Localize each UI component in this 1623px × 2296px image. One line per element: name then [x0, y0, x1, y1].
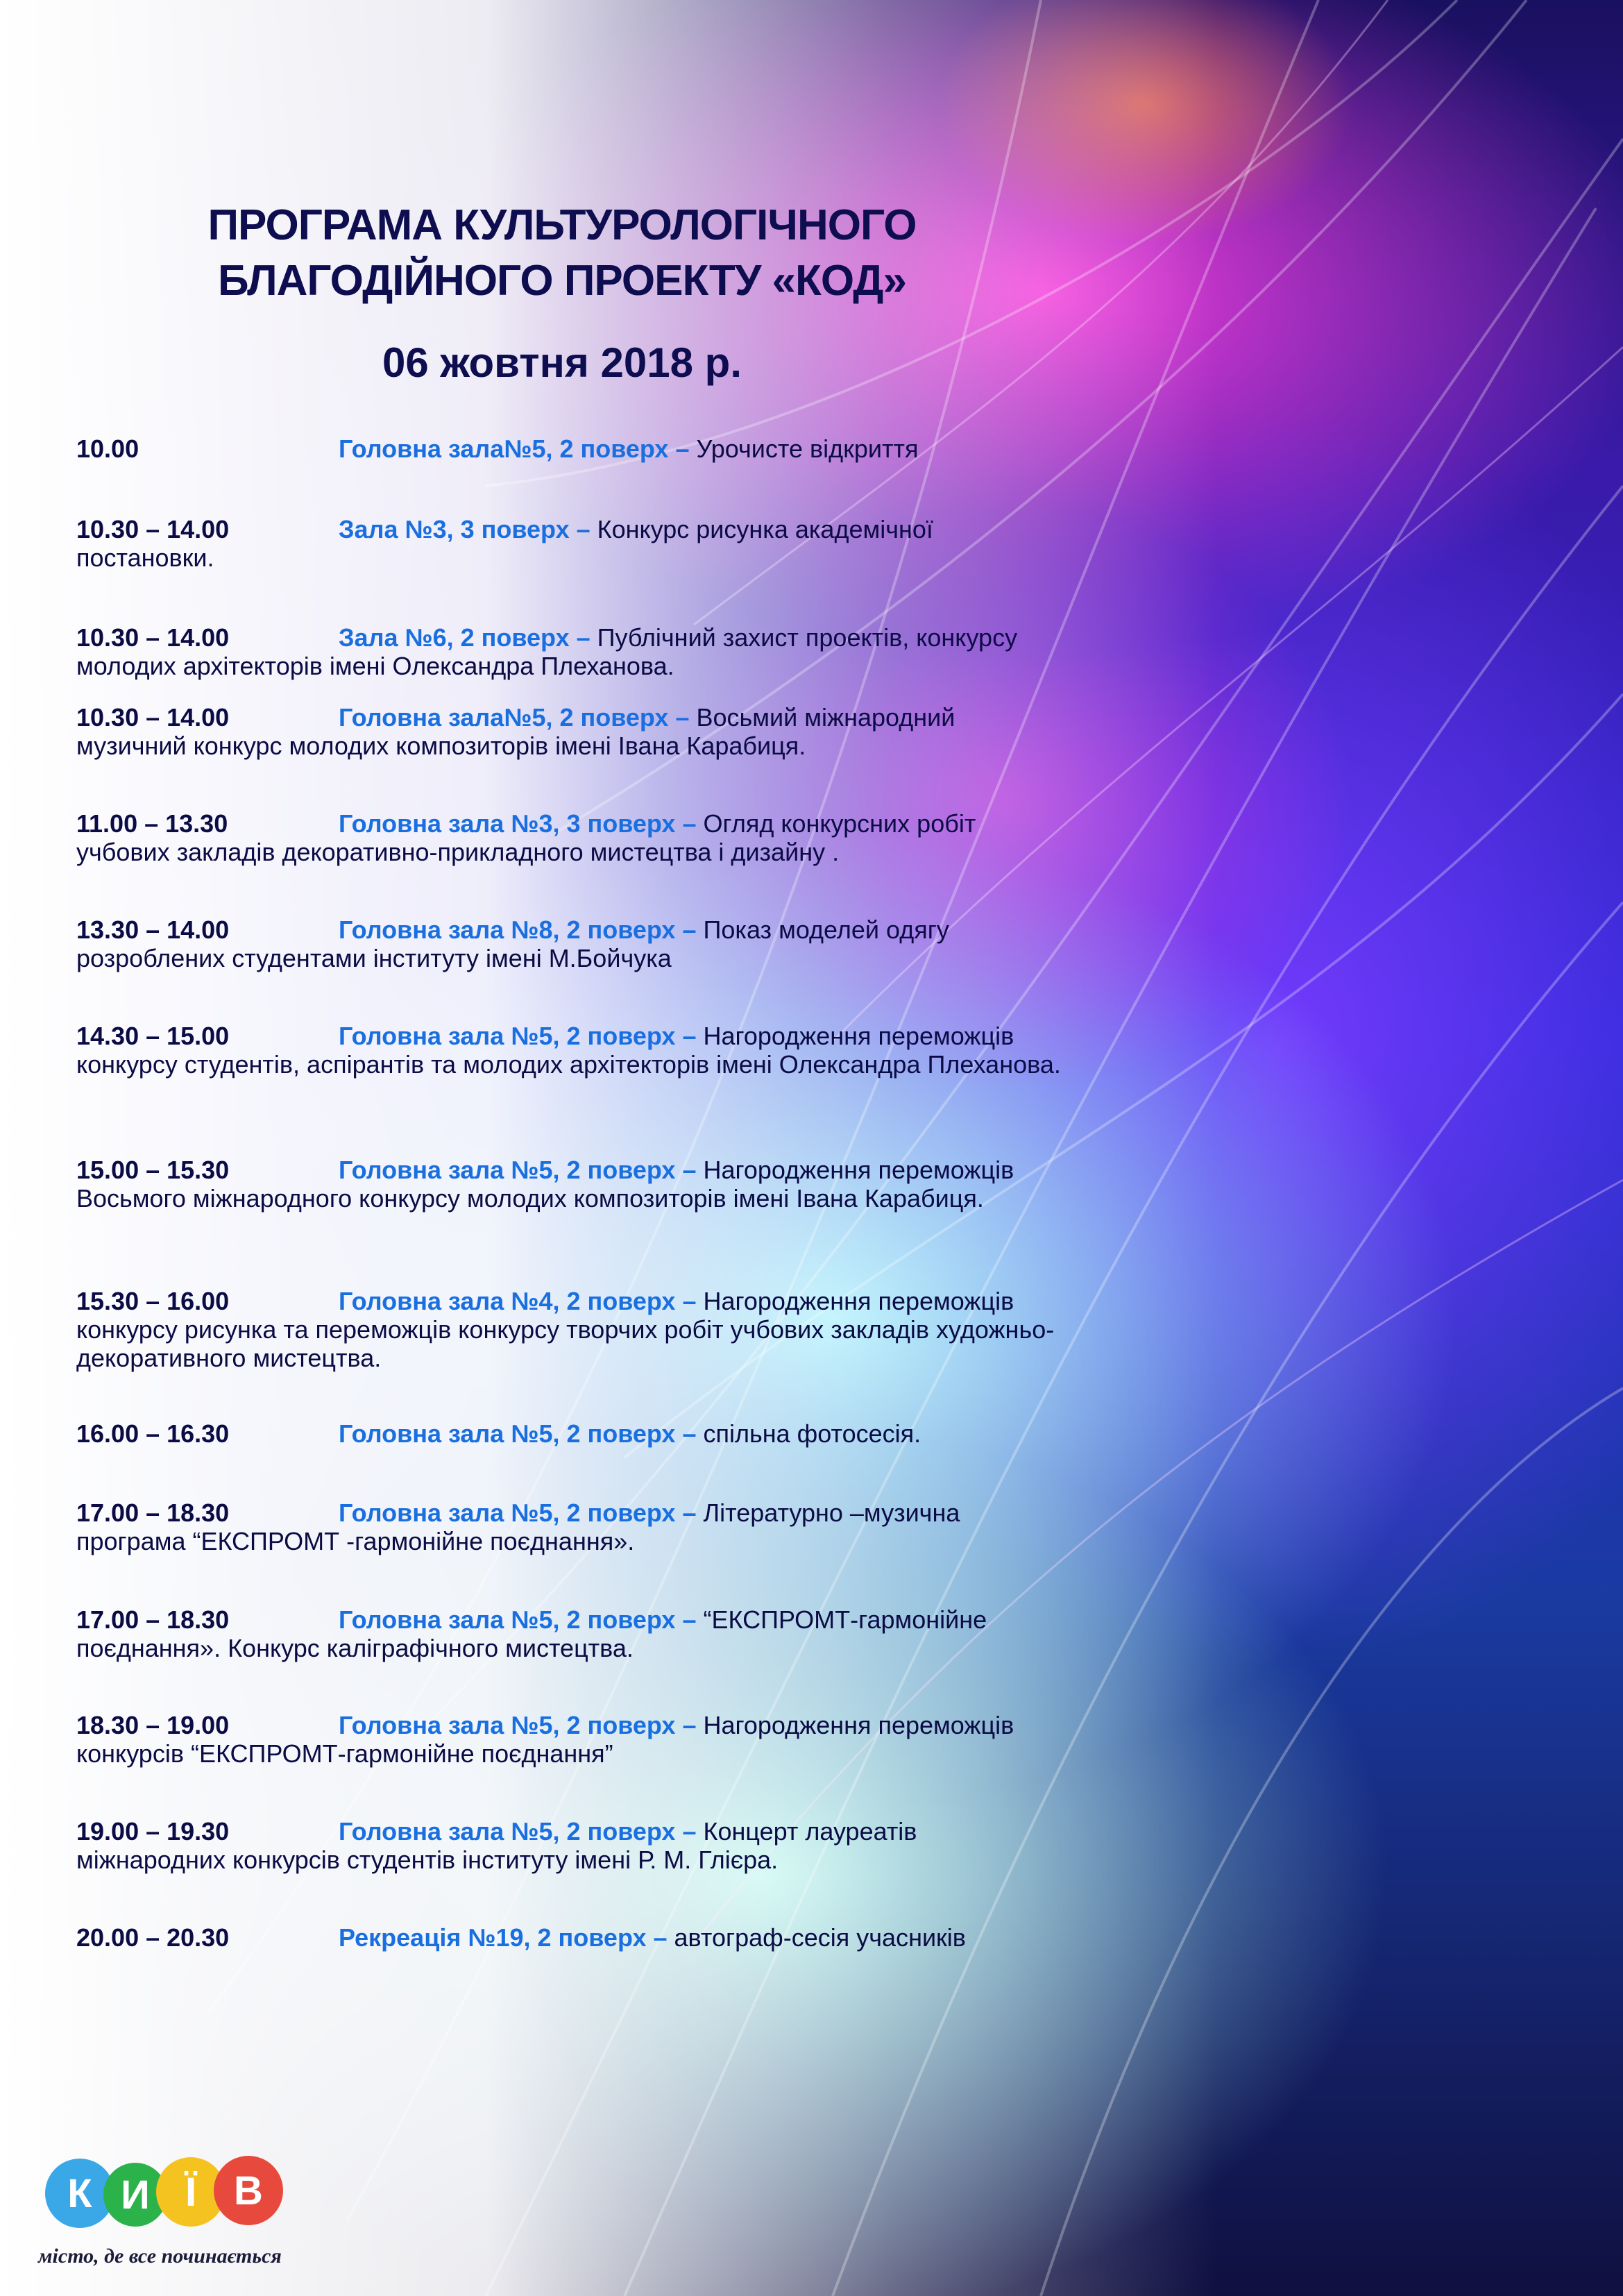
event-item [76, 1817, 1062, 1874]
event-date: 06 жовтня 2018 р. [382, 339, 742, 386]
event-item [76, 703, 1062, 760]
event-item [76, 434, 1062, 463]
event-item [76, 1156, 1062, 1213]
event-item [76, 1711, 1062, 1768]
title-line-2: БЛАГОДІЙНОГО ПРОЕКТУ «КОД» [218, 257, 906, 305]
event-time: 18.30 – 19.00 [76, 1711, 230, 1739]
event-description: Нагородження переможців конкурсів “ЕКСПРОМТ-гармонійне поєднання” [76, 1711, 1014, 1768]
event-item [76, 515, 1062, 572]
event-time: 10.00 [76, 434, 139, 463]
event-item [76, 809, 1062, 866]
event-time: 20.00 – 20.30 [76, 1923, 230, 1952]
event-time: 10.30 – 14.00 [76, 703, 230, 732]
event-item [76, 1022, 1062, 1079]
event-place: Головна зала №3, 3 поверх – [339, 809, 697, 838]
event-place: Головна зала №5, 2 поверх – [339, 1711, 697, 1739]
logo-slogan: місто, де все починається [38, 2245, 282, 2268]
event-description: Публічний захист проектів, конкурсу молодих архітекторів імені Олександра Плеханова. [76, 623, 1018, 680]
event-place: Головна зала №5, 2 поверх – [339, 1605, 697, 1634]
event-place: Головна зала №5, 2 поверх – [339, 1156, 697, 1184]
logo-letter: И [121, 2172, 150, 2218]
logo-letter: Ї [185, 2170, 197, 2215]
event-description: Восьмий міжнародний музичний конкурс молодих композиторів імені Івана Карабиця. [76, 703, 955, 760]
event-description: Огляд конкурсних робіт учбових закладів декоративно-прикладного мистецтва і дизайну . [76, 809, 976, 866]
heading [111, 198, 1013, 391]
event-place: Головна зала №8, 2 поверх – [339, 915, 697, 944]
event-place: Зала №3, 3 поверх – [339, 515, 590, 543]
event-item [76, 1499, 1062, 1555]
title-line-1: ПРОГРАМА КУЛЬТУРОЛОГІЧНОГО [207, 201, 917, 249]
event-time: 13.30 – 14.00 [76, 915, 230, 944]
event-item [76, 1605, 1062, 1662]
event-description: Нагородження переможців Восьмого міжнародного конкурсу молодих композиторів імені Івана Карабиця. [76, 1156, 1014, 1213]
event-time: 14.30 – 15.00 [76, 1022, 230, 1050]
event-time: 15.30 – 16.00 [76, 1287, 230, 1315]
logo-letter: К [67, 2171, 92, 2216]
event-time: 16.00 – 16.30 [76, 1419, 230, 1448]
event-place: Головна зала№5, 2 поверх – [339, 703, 690, 732]
event-time: 19.00 – 19.30 [76, 1817, 230, 1846]
event-place: Головна зала №5, 2 поверх – [339, 1499, 697, 1527]
event-place: Рекреація №19, 2 поверх – [339, 1923, 668, 1952]
event-item [76, 915, 1062, 972]
event-item [76, 1287, 1062, 1372]
event-time: 17.00 – 18.30 [76, 1605, 230, 1634]
event-place: Зала №6, 2 поверх – [339, 623, 590, 652]
event-time: 10.30 – 14.00 [76, 623, 230, 652]
event-description: Літературно –музична програма “ЕКСПРОМТ -гармонійне поєднання». [76, 1499, 960, 1555]
event-time: 11.00 – 13.30 [76, 809, 228, 838]
event-description: Конкурс рисунка академічної постановки. [76, 515, 933, 572]
event-description: автограф-сесія учасників [674, 1923, 966, 1952]
logo-letter: В [234, 2168, 263, 2213]
event-description: Концерт лауреатів міжнародних конкурсів студентів інституту імені Р. М. Глієра. [76, 1817, 917, 1874]
event-description: Нагородження переможців конкурсу рисунка та переможців конкурсу творчих робіт учбових закладів художньо-декоративного мистецтва. [76, 1287, 1055, 1372]
event-item [76, 1923, 1062, 1952]
event-description: Нагородження переможців конкурсу студентів, аспірантів та молодих архітекторів імені Олександра Плеханова. [76, 1022, 1061, 1079]
event-description: Урочисте відкриття [696, 434, 919, 463]
event-place: Головна зала №5, 2 поверх – [339, 1817, 697, 1846]
event-description: “ЕКСПРОМТ-гармонійне поєднання». Конкурс каліграфічного мистецтва. [76, 1605, 987, 1662]
event-description: спільна фотосесія. [703, 1419, 921, 1448]
event-description: Показ моделей одягу розроблених студентами інституту імені М.Бойчука [76, 915, 949, 972]
event-item [76, 1419, 1062, 1448]
event-item [76, 623, 1062, 680]
event-place: Головна зала №5, 2 поверх – [339, 1419, 697, 1448]
event-place: Головна зала№5, 2 поверх – [339, 434, 690, 463]
event-place: Головна зала №5, 2 поверх – [339, 1022, 697, 1050]
event-time: 10.30 – 14.00 [76, 515, 230, 543]
event-place: Головна зала №4, 2 поверх – [339, 1287, 697, 1315]
event-time: 17.00 – 18.30 [76, 1499, 230, 1527]
event-time: 15.00 – 15.30 [76, 1156, 230, 1184]
kyiv-logo [35, 2124, 361, 2277]
